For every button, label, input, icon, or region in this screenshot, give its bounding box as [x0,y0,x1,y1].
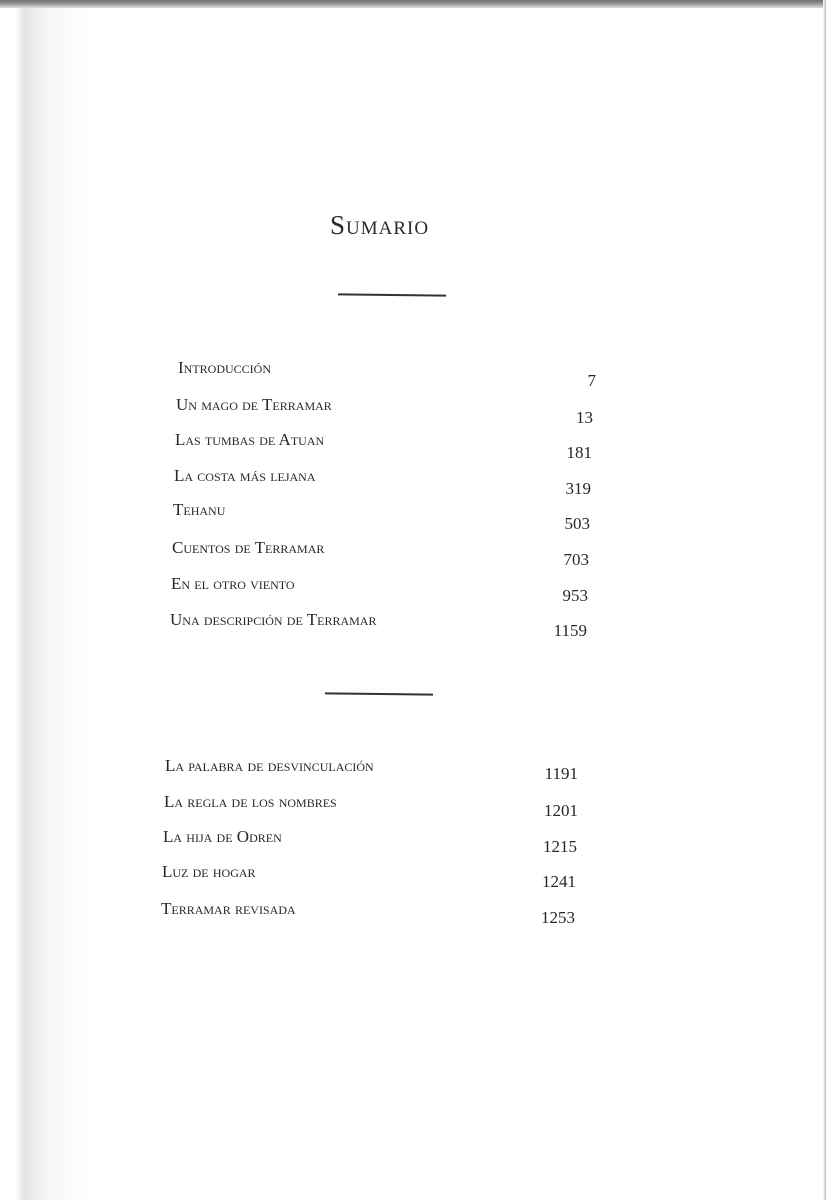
page-top-edge [0,0,826,8]
toc-entry-title: Tehanu [173,500,226,519]
toc-entry-title: La palabra de desvinculación [165,756,374,775]
toc-entry-title: Un mago de Terramar [176,395,332,414]
toc-entry-page: 1215 [543,837,577,856]
toc-entry-page: 953 [562,586,588,605]
toc-entry-title: Cuentos de Terramar [172,538,325,557]
toc-entry-title: Luz de hogar [162,862,256,881]
toc-entry-title: La regla de los nombres [164,792,337,811]
toc-entry-page: 319 [565,479,591,498]
book-spine-shadow [0,0,90,1200]
toc-entry-page: 1241 [542,872,576,891]
toc-entry-page: 1253 [541,908,575,927]
divider-middle [325,692,433,695]
toc-entry-page: 181 [566,443,592,462]
toc-entry-title: Introducción [178,358,271,377]
toc-entry-page: 1159 [553,621,587,640]
divider-top [338,293,446,296]
toc-entry-page: 503 [564,514,590,533]
toc-entry-title: Las tumbas de Atuan [175,430,325,449]
toc-entry-page: 13 [576,408,593,427]
toc-entry-title: En el otro viento [171,574,295,593]
toc-entry-title: La hija de Odren [163,827,282,846]
page-title: Sumario [330,210,430,240]
toc-entry-page: 1201 [544,801,578,820]
toc-entry-page: 703 [563,550,589,569]
toc-entry-title: La costa más lejana [174,466,316,485]
toc-entry-page: 7 [587,371,596,390]
toc-entry-title: Terramar revisada [161,899,296,918]
toc-entry-title: Una descripción de Terramar [170,610,377,629]
toc-entry-page: 1191 [544,764,578,783]
